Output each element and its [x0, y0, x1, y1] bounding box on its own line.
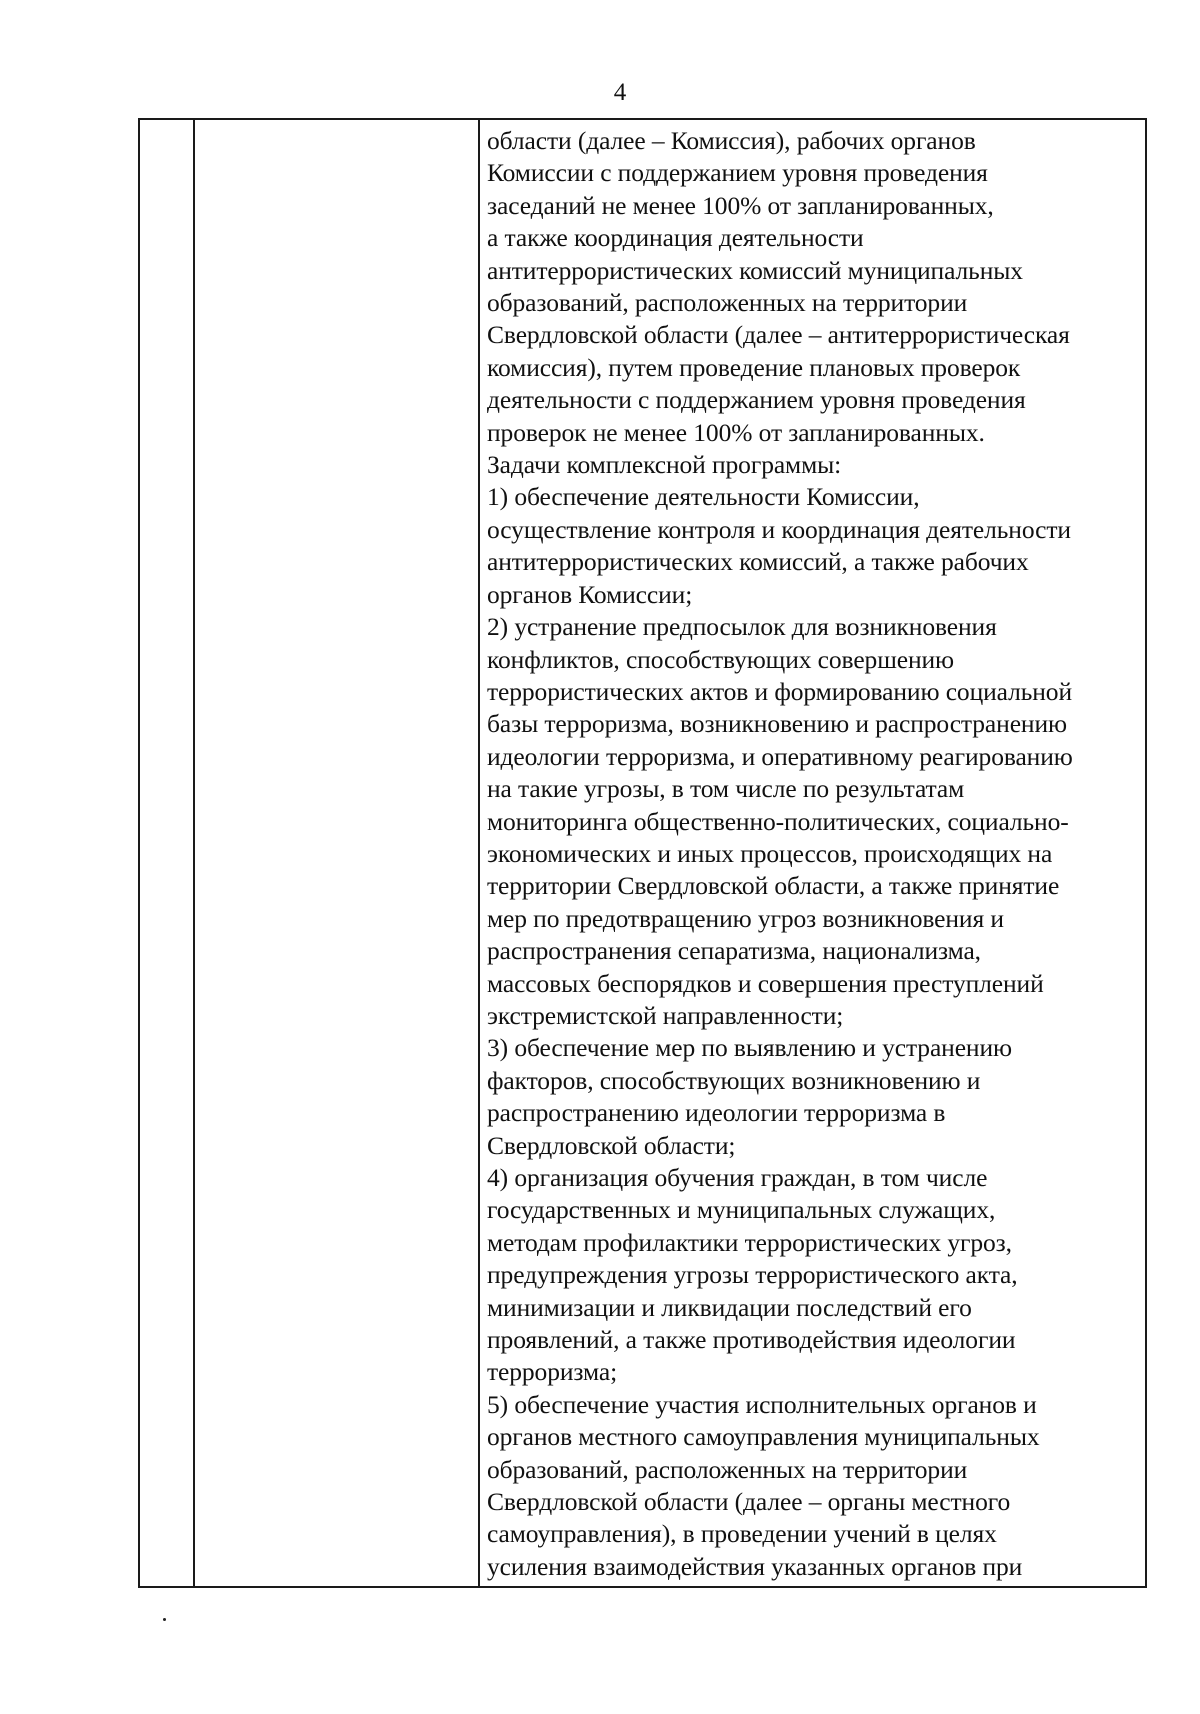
- content-line: методам профилактики террористических угроз,: [487, 1227, 1012, 1257]
- content-line: идеологии терроризма, и оперативному реагированию: [487, 741, 1073, 771]
- content-line: Свердловской области (далее – антитеррористическая: [487, 320, 1070, 350]
- document-table: [138, 118, 1147, 1588]
- content-line: мониторинга общественно-политических, социально-: [487, 806, 1069, 836]
- content-line: террористических актов и формированию социальной: [487, 676, 1072, 706]
- content-line: Задачи комплексной программы:: [487, 450, 842, 480]
- content-line: массовых беспорядков и совершения преступлений: [487, 968, 1044, 998]
- content-line: образований, расположенных на территории: [487, 288, 968, 318]
- content-line: а также координация деятельности: [487, 223, 864, 253]
- content-line: экстремистской направленности;: [487, 1000, 844, 1030]
- content-line: конфликтов, способствующих совершению: [487, 644, 955, 674]
- content-line: осуществление контроля и координация деятельности: [487, 514, 1071, 544]
- content-line: проверок не менее 100% от запланированных.: [487, 417, 985, 447]
- content-line: усиления взаимодействия указанных органов при: [487, 1551, 1023, 1581]
- content-line: государственных и муниципальных служащих,: [487, 1195, 996, 1225]
- content-line: терроризма;: [487, 1357, 618, 1387]
- content-line: антитеррористических комиссий, а также рабочих: [487, 547, 1029, 577]
- table-column-label: [195, 120, 480, 1586]
- content-line: Свердловской области (далее – органы местного: [487, 1487, 1011, 1517]
- content-line: антитеррористических комиссий муниципальных: [487, 255, 1023, 285]
- content-line: 4) организация обучения граждан, в том числе: [487, 1163, 988, 1192]
- page-number: 4: [613, 79, 627, 106]
- content-line: образований, расположенных на территории: [487, 1454, 968, 1484]
- table-column-number: [140, 120, 195, 1586]
- content-line: органов местного самоуправления муниципальных: [487, 1422, 1040, 1452]
- content-line: факторов, способствующих возникновению и: [487, 1065, 981, 1095]
- content-line: 5) обеспечение участия исполнительных органов и: [487, 1389, 1037, 1419]
- content-line: распространения сепаратизма, национализма,: [487, 936, 981, 966]
- scan-speck: [163, 1618, 166, 1621]
- content-line: минимизации и ликвидации последствий его: [487, 1292, 972, 1322]
- content-line: деятельности с поддержанием уровня проведения: [487, 385, 1026, 415]
- content-line: 1) обеспечение деятельности Комиссии,: [487, 482, 920, 512]
- content-line: самоуправления), в проведении учений в целях: [487, 1519, 997, 1549]
- content-line: распространению идеологии терроризма в: [487, 1098, 946, 1128]
- content-line: органов Комиссии;: [487, 579, 693, 609]
- content-line: 2) устранение предпосылок для возникновения: [487, 612, 997, 642]
- content-line: комиссия), путем проведение плановых проверок: [487, 352, 1021, 382]
- content-line: заседаний не менее 100% от запланированных,: [487, 190, 994, 220]
- content-line: территории Свердловской области, а также принятие: [487, 871, 1060, 901]
- content-line: экономических и иных процессов, происходящих на: [487, 838, 1053, 868]
- content-line: базы терроризма, возникновению и распространению: [487, 709, 1067, 739]
- content-line: предупреждения угрозы террористического акта,: [487, 1260, 1018, 1290]
- content-line: области (далее – Комиссия), рабочих органов: [487, 126, 976, 155]
- content-line: проявлений, а также противодействия идеологии: [487, 1325, 1016, 1355]
- content-line: мер по предотвращению угроз возникновения и: [487, 903, 1004, 933]
- content-line: Комиссии с поддержанием уровня проведения: [487, 158, 988, 188]
- content-line: Свердловской области;: [487, 1130, 736, 1160]
- content-line: на такие угрозы, в том числе по результатам: [487, 774, 965, 804]
- table-column-content: [480, 120, 1145, 1586]
- content-line: 3) обеспечение мер по выявлению и устранению: [487, 1033, 1012, 1063]
